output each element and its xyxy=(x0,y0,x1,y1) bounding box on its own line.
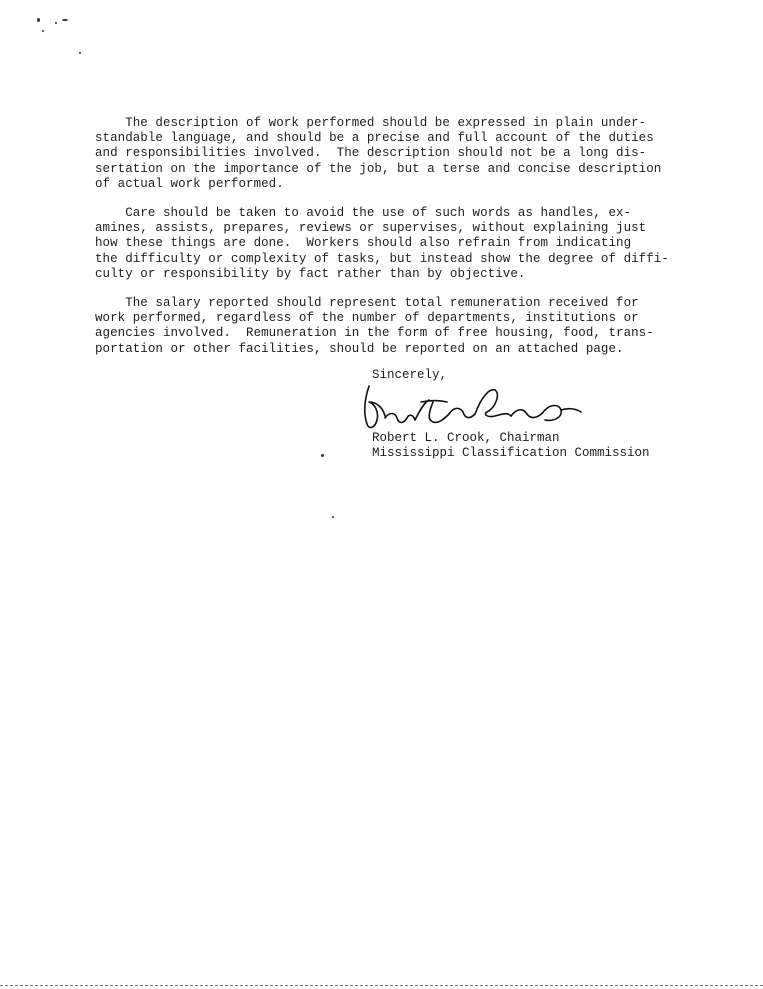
handwritten-signature xyxy=(355,378,585,438)
text-line: and responsibilities involved. The description should not be a long dis- xyxy=(95,146,647,161)
signer-name: Robert L. Crook, Chairman xyxy=(372,431,560,445)
text-line: of actual work performed. xyxy=(95,176,284,191)
text-line: The description of work performed should be expressed in plain under- xyxy=(95,116,647,130)
closing-salutation: Sincerely, xyxy=(372,368,448,382)
scan-speck xyxy=(37,18,40,22)
paragraph-work-description xyxy=(95,116,675,192)
scan-speck xyxy=(62,19,68,21)
text-line: standable language, and should be a precise and full account of the duties xyxy=(95,131,654,146)
text-line: portation or other facilities, should be reported on an attached page. xyxy=(95,341,624,356)
scan-speck xyxy=(79,52,81,54)
page-bottom-edge xyxy=(0,985,763,987)
signer-title: Mississippi Classification Commission xyxy=(372,446,650,460)
text-line: agencies involved. Remuneration in the form of free housing, food, trans- xyxy=(95,326,654,341)
scan-speck xyxy=(332,516,334,518)
text-line: work performed, regardless of the number of departments, institutions or xyxy=(95,311,639,326)
scan-speck xyxy=(55,22,57,24)
text-line: culty or responsibility by fact rather than by objective. xyxy=(95,266,526,281)
paragraph-word-usage xyxy=(95,206,675,282)
paragraph-salary xyxy=(95,296,675,357)
text-line: the difficulty or complexity of tasks, but instead show the degree of diffi- xyxy=(95,251,669,266)
text-line: how these things are done. Workers should also refrain from indicating xyxy=(95,236,632,251)
text-line: amines, assists, prepares, reviews or supervises, without explaining just xyxy=(95,221,647,236)
scan-speck xyxy=(42,30,44,32)
text-line: sertation on the importance of the job, but a terse and concise description xyxy=(95,161,662,176)
text-line: Care should be taken to avoid the use of such words as handles, ex- xyxy=(95,206,632,220)
text-line: The salary reported should represent total remuneration received for xyxy=(95,296,639,310)
scan-speck xyxy=(321,454,324,457)
